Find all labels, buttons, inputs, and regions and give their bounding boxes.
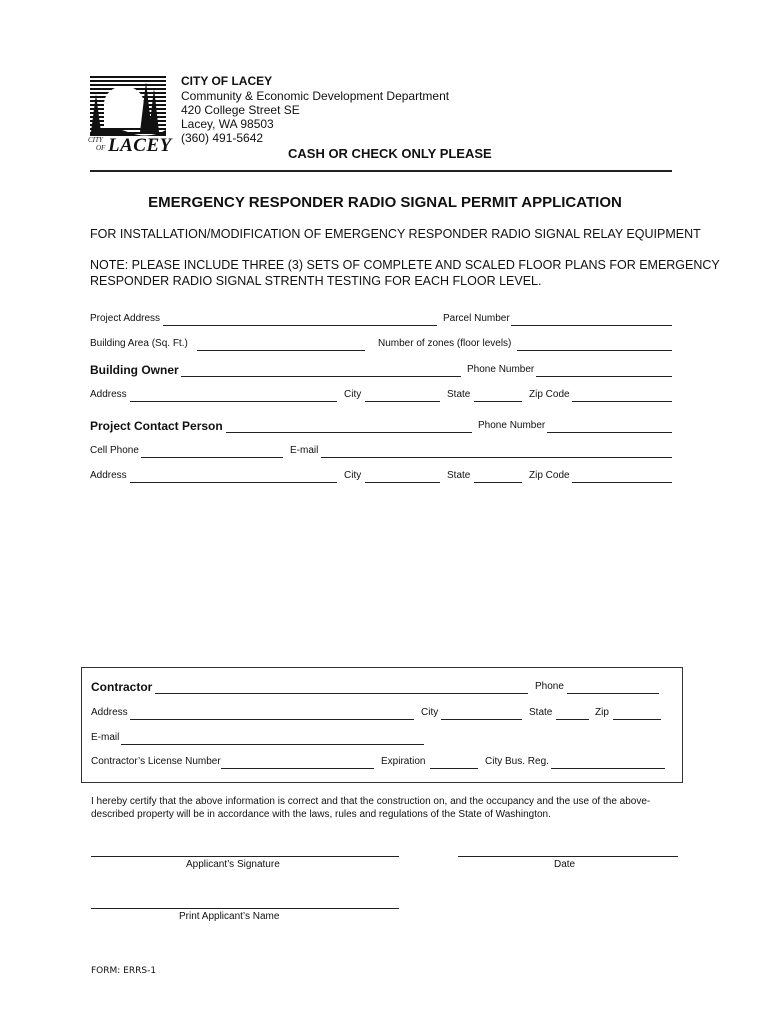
note-line-2: RESPONDER RADIO SIGNAL STRENTH TESTING FOR EACH FLOOR LEVEL. xyxy=(90,274,542,288)
bus-reg-label: City Bus. Reg. xyxy=(485,756,549,767)
parcel-number-field[interactable] xyxy=(511,313,672,326)
print-name-line[interactable] xyxy=(91,908,399,909)
contact-email-label: E-mail xyxy=(290,445,319,456)
owner-address-label: Address xyxy=(90,389,127,400)
contractor-city-label: City xyxy=(421,707,439,718)
expiration-label: Expiration xyxy=(381,756,426,767)
certification-line-1: I hereby certify that the above information is correct and that the construction on, and the occupancy and the use of the above- xyxy=(91,796,651,807)
contractor-email-label: E-mail xyxy=(91,732,120,743)
building-owner-field[interactable] xyxy=(181,364,461,377)
license-number-label: Contractor’s License Number xyxy=(91,756,221,767)
applicant-signature-label: Applicant’s Signature xyxy=(186,859,280,870)
contact-address-field[interactable] xyxy=(130,470,337,483)
contractor-name-field[interactable] xyxy=(155,681,528,694)
contact-person-field[interactable] xyxy=(226,420,472,433)
header-divider xyxy=(90,170,672,172)
logo-small-word-2: OF xyxy=(96,144,106,152)
contractor-city-field[interactable] xyxy=(441,707,522,720)
contractor-email-field[interactable] xyxy=(121,732,424,745)
contact-phone-label: Phone Number xyxy=(478,420,546,431)
contractor-address-label: Address xyxy=(91,707,128,718)
building-owner-heading: Building Owner xyxy=(90,363,179,377)
contact-state-label: State xyxy=(447,470,471,481)
form-id: FORM: ERRS-1 xyxy=(91,966,157,976)
contractor-state-label: State xyxy=(529,707,553,718)
department: Community & Economic Development Department xyxy=(181,89,450,103)
owner-state-label: State xyxy=(447,389,471,400)
contact-heading: Project Contact Person xyxy=(90,419,223,433)
note-line-1: NOTE: PLEASE INCLUDE THREE (3) SETS OF COMPLETE AND SCALED FLOOR PLANS FOR EMERGENCY xyxy=(90,258,720,272)
contractor-zip-field[interactable] xyxy=(613,707,661,720)
owner-city-label: City xyxy=(344,389,362,400)
contact-state-field[interactable] xyxy=(474,470,522,483)
print-name-label: Print Applicant’s Name xyxy=(179,911,280,922)
contractor-heading: Contractor xyxy=(91,680,153,694)
owner-zip-label: Zip Code xyxy=(529,389,570,400)
contact-zip-field[interactable] xyxy=(572,470,672,483)
street-address: 420 College Street SE xyxy=(181,103,300,117)
form-title: EMERGENCY RESPONDER RADIO SIGNAL PERMIT APPLICATION xyxy=(148,194,622,211)
cell-phone-field[interactable] xyxy=(141,445,283,458)
contractor-zip-label: Zip xyxy=(595,707,609,718)
building-area-field[interactable] xyxy=(197,338,365,351)
project-address-label: Project Address xyxy=(90,313,161,324)
building-area-label: Building Area (Sq. Ft.) xyxy=(90,338,188,349)
contractor-state-field[interactable] xyxy=(556,707,589,720)
city-state-zip: Lacey, WA 98503 xyxy=(181,117,274,131)
owner-phone-field[interactable] xyxy=(536,364,672,377)
contact-email-field[interactable] xyxy=(321,445,672,458)
form-subtitle: FOR INSTALLATION/MODIFICATION OF EMERGENCY RESPONDER RADIO SIGNAL RELAY EQUIPMENT xyxy=(90,227,701,241)
zones-field[interactable] xyxy=(517,338,672,351)
license-number-field[interactable] xyxy=(221,756,374,769)
zones-label: Number of zones (floor levels) xyxy=(378,338,512,349)
cell-phone-label: Cell Phone xyxy=(90,445,139,456)
date-line[interactable] xyxy=(458,856,678,857)
bus-reg-field[interactable] xyxy=(551,756,665,769)
contractor-phone-field[interactable] xyxy=(567,681,659,694)
project-address-field[interactable] xyxy=(163,313,437,326)
logo-small-word-1: CITY xyxy=(88,136,103,144)
contractor-address-field[interactable] xyxy=(130,707,414,720)
logo-big-word: LACEY xyxy=(108,135,172,156)
owner-zip-field[interactable] xyxy=(572,389,672,402)
contact-address-label: Address xyxy=(90,470,127,481)
owner-city-field[interactable] xyxy=(365,389,440,402)
owner-state-field[interactable] xyxy=(474,389,522,402)
owner-phone-label: Phone Number xyxy=(467,364,535,375)
contact-city-label: City xyxy=(344,470,362,481)
expiration-field[interactable] xyxy=(430,756,478,769)
office-phone: (360) 491-5642 xyxy=(181,131,264,145)
applicant-signature-line[interactable] xyxy=(91,856,399,857)
org-name: CITY OF LACEY xyxy=(181,74,273,88)
payment-note: CASH OR CHECK ONLY PLEASE xyxy=(288,146,492,161)
certification-line-2: described property will be in accordance with the laws, rules and regulations of the State of Washington. xyxy=(91,809,551,820)
contact-zip-label: Zip Code xyxy=(529,470,570,481)
date-label: Date xyxy=(554,859,576,870)
contractor-phone-label: Phone xyxy=(535,681,564,692)
contact-phone-field[interactable] xyxy=(547,420,672,433)
parcel-number-label: Parcel Number xyxy=(443,313,510,324)
contact-city-field[interactable] xyxy=(365,470,440,483)
owner-address-field[interactable] xyxy=(130,389,337,402)
city-logo xyxy=(88,74,170,156)
